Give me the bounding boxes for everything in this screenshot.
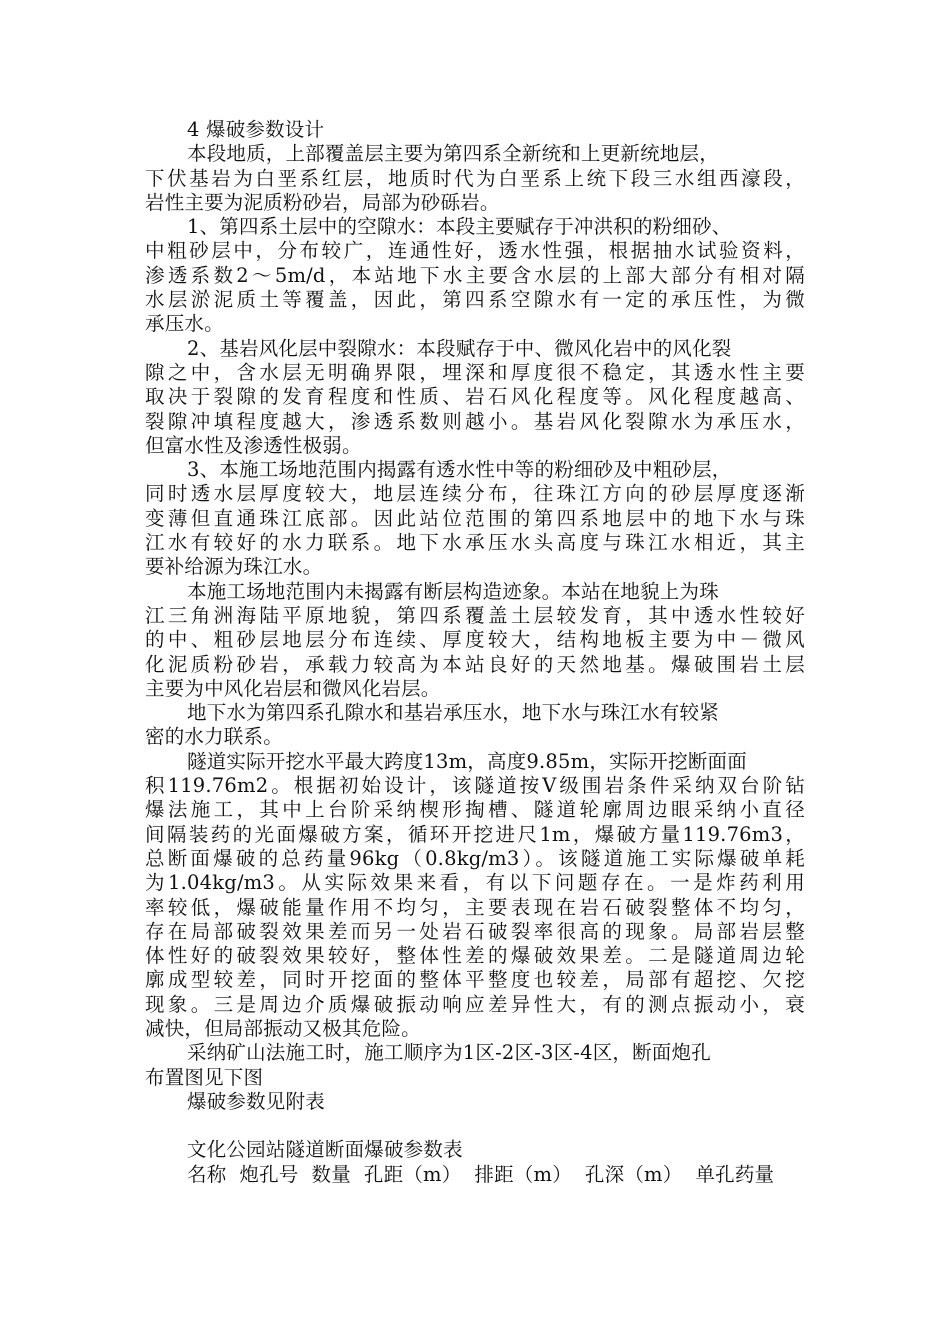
paragraph-construction-sequence: [145, 1041, 805, 1090]
paragraph-line: 密的水力联系。: [145, 725, 283, 749]
appendix-note: 爆破参数见附表: [187, 1089, 325, 1113]
paragraph-line: 采纳矿山法施工时，施工顺序为1区-2区-3区-4区，断面炮孔: [187, 1041, 711, 1065]
paragraph-pore-water: [145, 215, 805, 336]
paragraph-sand-layer: [145, 458, 805, 579]
paragraph-line: 岩性主要为泥质粉砂岩，局部为砂砾岩。: [145, 190, 500, 214]
section-title: 4 爆破参数设计: [187, 118, 325, 141]
blank-line: [145, 1114, 805, 1138]
table-header-cell: 单孔药量: [695, 1162, 775, 1186]
paragraph-fissure-water: [145, 337, 805, 458]
paragraph-tunnel-excavation: [145, 750, 805, 1042]
paragraph-line: 裂隙冲填程度越大，渗透系数则越小。基岩风化裂隙水为承压水，: [145, 409, 805, 433]
table-header-cell: 名称: [187, 1162, 227, 1186]
paragraph-line: 率较低，爆破能量作用不均匀，主要表现在岩石破裂整体不均匀，: [145, 895, 805, 919]
table-header-cell: 排距（m）: [474, 1162, 572, 1186]
table-title: 文化公园站隧道断面爆破参数表: [187, 1138, 463, 1162]
paragraph-landform: [145, 580, 805, 701]
table-header-row: [145, 1163, 805, 1187]
paragraph-line: 3、本施工场地范围内揭露有透水性中等的粉细砂及中粗砂层，: [187, 458, 732, 482]
paragraph-line: 中粗砂层中，分布较广，连通性好，透水性强，根据抽水试验资料，: [145, 239, 805, 263]
paragraph-line: 承压水。: [145, 312, 224, 336]
paragraph-line: 积119.76m2。根据初始设计，该隧道按Ⅴ级围岩条件采纳双台阶钻: [145, 774, 805, 798]
paragraph-line: 存在局部破裂效果差而另一处岩石破裂率很高的现象。局部岩层整: [145, 919, 805, 943]
paragraph-line: 的中、粗砂层地层分布连续、厚度较大，结构地板主要为中－微风: [145, 628, 805, 652]
table-header-cell: 炮孔号: [239, 1162, 299, 1186]
paragraph-line: 总断面爆破的总药量96kg（0.8kg/m3）。该隧道施工实际爆破单耗: [145, 846, 805, 870]
paragraph-line: 江三角洲海陆平原地貌，第四系覆盖土层较发育，其中透水性较好: [145, 603, 805, 627]
paragraph-line: 体性好的破裂效果较好，整体性差的爆破效果差。二是隧道周边轮: [145, 944, 805, 968]
table-header-cell: 孔距（m）: [363, 1162, 462, 1186]
paragraph-line: 江水有较好的水力联系。地下水承压水头高度与珠江水相近，其主: [145, 531, 805, 555]
paragraph-line: 化泥质粉砂岩，承载力较高为本站良好的天然地基。爆破围岩土层: [145, 652, 805, 676]
paragraph-line: 廓成型较差，同时开挖面的整体平整度也较差，局部有超挖、欠挖: [145, 968, 805, 992]
paragraph-line: 1、第四系土层中的空隙水：本段主要赋存于冲洪积的粉细砂、: [187, 215, 732, 239]
paragraph-line: 同时透水层厚度较大，地层连续分布，往珠江方向的砂层厚度逐渐: [145, 482, 805, 506]
paragraph-line: 减快，但局部振动又极其危险。: [145, 1016, 421, 1040]
paragraph-line: 渗透系数2～5m/d，本站地下水主要含水层的上部大部分有相对隔: [145, 263, 805, 287]
paragraph-line: 水层淤泥质土等覆盖，因此，第四系空隙水有一定的承压性，为微: [145, 288, 805, 312]
paragraph-groundwater: [145, 701, 805, 750]
paragraph-line: 但富水性及渗透性极弱。: [145, 433, 362, 457]
paragraph-line: 隧道实际开挖水平最大跨度13m，高度9.85m，实际开挖断面面: [187, 749, 747, 773]
paragraph-line: 隙之中，含水层无明确界限，埋深和厚度很不稳定，其透水性主要: [145, 360, 805, 384]
paragraph-line: 爆法施工，其中上台阶采纳楔形掏槽、隧道轮廓周边眼采纳小直径: [145, 798, 805, 822]
paragraph-line: 变薄但直通珠江底部。因此站位范围的第四系地层中的地下水与珠: [145, 506, 805, 530]
paragraph-line: 要补给源为珠江水。: [145, 555, 323, 579]
paragraph-line: 布置图见下图: [145, 1065, 264, 1089]
document-page: [145, 118, 805, 1187]
paragraph-line: 2、基岩风化层中裂隙水：本段赋存于中、微风化岩中的风化裂: [187, 336, 732, 360]
paragraph-line: 间隔装药的光面爆破方案，循环开挖进尺1m，爆破方量119.76m3，: [145, 822, 805, 846]
paragraph-line: 为1.04kg/m3。从实际效果来看，有以下问题存在。一是炸药利用: [145, 871, 805, 895]
paragraph-line: 主要为中风化岩层和微风化岩层。: [145, 676, 441, 700]
table-header-cell: 数量: [311, 1162, 351, 1186]
paragraph-line: 下伏基岩为白垩系红层，地质时代为白垩系上统下段三水组西濠段，: [145, 166, 805, 190]
paragraph-geology: [145, 142, 805, 215]
paragraph-line: 本施工场地范围内未揭露有断层构造迹象。本站在地貌上为珠: [187, 579, 719, 603]
paragraph-line: 现象。三是周边介质爆破振动响应差异性大，有的测点振动小，衰: [145, 992, 805, 1016]
paragraph-line: 本段地质，上部覆盖层主要为第四系全新统和上更新统地层，: [187, 142, 719, 166]
table-header-cell: 孔深（m）: [584, 1162, 683, 1186]
paragraph-line: 取决于裂隙的发育程度和性质、岩石风化程度等。风化程度越高、: [145, 385, 805, 409]
paragraph-line: 地下水为第四系孔隙水和基岩承压水，地下水与珠江水有较紧: [187, 701, 719, 725]
